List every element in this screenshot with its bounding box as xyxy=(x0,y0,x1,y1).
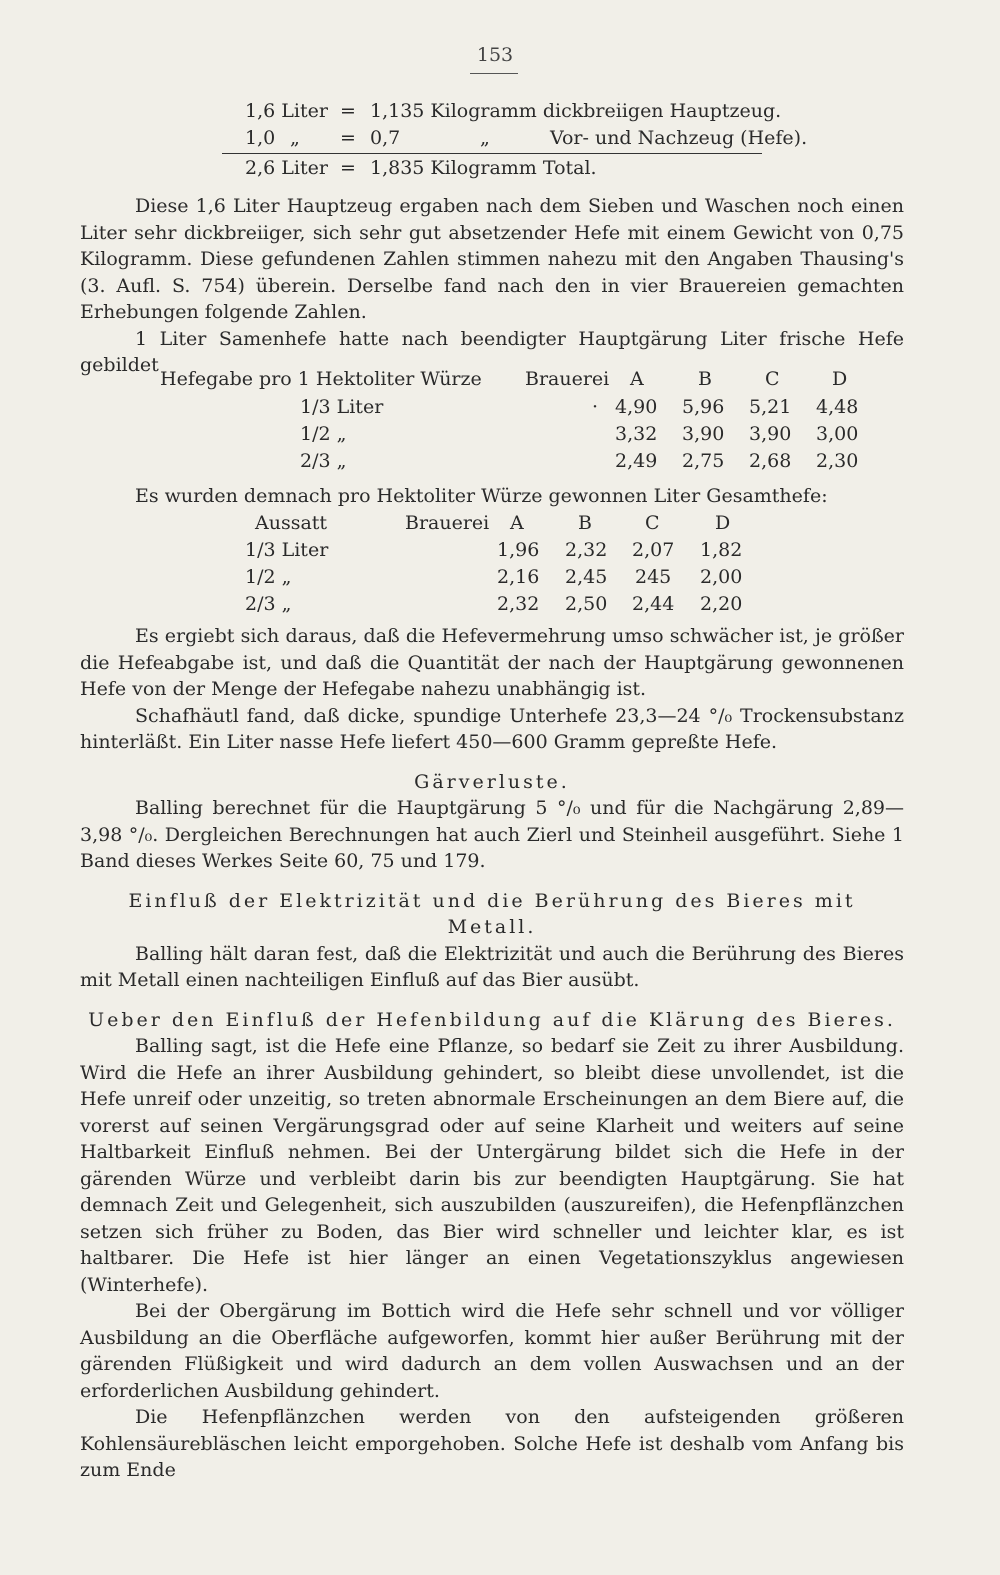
paragraph: 1 Liter Samenhefe hatte nach beendigter Hauptgärung Liter frische Hefe gebildet xyxy=(80,327,904,376)
eq-rhs: 1,135 Kilogramm dickbreiigen Hauptzeug. xyxy=(370,100,782,122)
eq-ditto: „ xyxy=(290,127,300,149)
table-header-cell: A xyxy=(630,368,644,390)
sum-rule xyxy=(222,153,762,154)
table-header-cell: D xyxy=(832,368,848,390)
table-header-cell: D xyxy=(715,512,731,534)
table-header-cell: Brauerei xyxy=(525,368,610,390)
text-block-3 xyxy=(80,623,904,1484)
table-cell: · xyxy=(592,396,599,418)
table-cell: 5,21 xyxy=(749,396,792,418)
table-header xyxy=(160,368,880,394)
paragraph: Diese 1,6 Liter Hauptzeug ergaben nach dem Sieben und Waschen noch einen Liter sehr dickbreiiger, sich sehr gut absetzender Hefe mit einem Gewicht von 0,75 Kilogramm. Diese gefundenen Zahlen stimmen nahezu mit den Angaben Thausing's (3. Aufl. S. 754) überein. Derselbe fand nach den in vier Brauereien gemachten Erhebungen folgende Zahlen. xyxy=(80,195,904,323)
eq-sign: = xyxy=(340,157,356,179)
table-header-cell: Aussatt xyxy=(255,512,328,534)
page-number-rule xyxy=(470,73,518,74)
table-cell: 1/2 „ xyxy=(300,423,347,445)
table-row xyxy=(160,396,880,422)
table-cell: 2/3 „ xyxy=(245,593,292,615)
table-cell: 3,90 xyxy=(682,423,725,445)
table-cell: 1,82 xyxy=(700,539,743,561)
table-cell: 2,32 xyxy=(565,539,608,561)
yield-table-2 xyxy=(245,512,765,622)
table-cell: 1/2 „ xyxy=(245,566,292,588)
table-cell: 3,90 xyxy=(749,423,792,445)
eq-ditto: „ xyxy=(480,127,490,149)
paragraph: Die Hefenpflänzchen werden von den aufsteigenden größeren Kohlensäurebläschen leicht emporgehoben. Solche Hefe ist deshalb vom Anfang bis zum Ende xyxy=(80,1406,904,1481)
table-header-cell: C xyxy=(645,512,660,534)
table-cell: 1/3 Liter xyxy=(300,396,384,418)
table-cell: 2/3 „ xyxy=(300,450,347,472)
paragraph: Balling sagt, ist die Hefe eine Pflanze, so bedarf sie Zeit zu ihrer Ausbildung. Wird die Hefe an ihrer Ausbildung gehindert, so bleibt diese unvollendet, ist die Hefe unreif oder unzeitig, so treten abnormale Erscheinungen an dem Biere auf, die vorerst auf seinen Vergärungsgrad oder auf seine Klarheit und weiters auf seine Haltbarkeit Einfluß nehmen. Bei der Untergärung bildet sich die Hefe in der gärenden Würze und verbleibt darin bis zur beendigten Hauptgärung. Sie hat demnach Zeit und Gelegenheit, sich auszubilden (auszureifen), die Hefenpflänzchen setzen sich früher zu Boden, das Bier wird schneller und leichter klar, es ist haltbarer. Die Hefe ist hier länger an einen Vegetationszyklus angewiesen (Winterhefe). xyxy=(80,1035,904,1296)
eq-lhs: 1,0 xyxy=(245,127,276,149)
eq-rhs: 1,835 Kilogramm Total. xyxy=(370,157,597,179)
table-cell: 2,07 xyxy=(632,539,675,561)
table-header-cell: A xyxy=(510,512,524,534)
eq-sign: = xyxy=(340,127,356,149)
table-row xyxy=(160,450,880,476)
table-cell: 2,50 xyxy=(565,593,608,615)
paragraph: Schafhäutl fand, daß dicke, spundige Unterhefe 23,3—24 °/₀ Trockensubstanz hinterläßt. Ein Liter nasse Hefe liefert 450—600 Gramm gepreßte Hefe. xyxy=(80,704,904,753)
table-header-cell: Hefegabe pro 1 Hektoliter Würze xyxy=(160,368,482,390)
paragraph: Es ergiebt sich daraus, daß die Hefevermehrung umso schwächer ist, je größer die Hefeabgabe ist, und daß die Quantität der nach der Hauptgärung gewonnenen Hefe von der Menge der Hefegabe nahezu unabhängig ist. xyxy=(80,625,904,700)
eq-rest: Vor- und Nachzeug (Hefe). xyxy=(550,127,808,149)
table-cell: 1/3 Liter xyxy=(245,539,329,561)
table-row xyxy=(160,423,880,449)
eq-lhs: 1,6 Liter xyxy=(245,100,328,122)
yield-table-1 xyxy=(160,368,880,478)
eq-sign: = xyxy=(340,100,356,122)
table-cell: 2,32 xyxy=(497,593,540,615)
table-cell: 2,16 xyxy=(497,566,540,588)
table-cell: 2,30 xyxy=(816,450,859,472)
table-header-cell: B xyxy=(698,368,712,390)
table-row xyxy=(245,566,765,592)
table-cell: 2,75 xyxy=(682,450,725,472)
section-heading: Ueber den Einfluß der Hefenbildung auf die Klärung des Bieres. xyxy=(88,1008,896,1031)
table-cell: 2,49 xyxy=(615,450,658,472)
table-header xyxy=(245,512,765,538)
paragraph: Balling berechnet für die Hauptgärung 5 °/₀ und für die Nachgärung 2,89—3,98 °/₀. Dergleichen Berechnungen hat auch Zierl und Steinheil ausgeführt. Siehe 1 Band dieses Werkes Seite 60, 75 und 179. xyxy=(80,797,904,872)
eq-lhs: 2,6 Liter xyxy=(245,157,328,179)
table-header-cell: Brauerei xyxy=(405,512,490,534)
text-block-1 xyxy=(80,193,904,379)
table-cell: 2,44 xyxy=(632,593,675,615)
paragraph: Bei der Obergärung im Bottich wird die Hefe sehr schnell und vor völliger Ausbildung an die Oberfläche aufgeworfen, kommt hier außer Berührung mit der gärenden Flüßigkeit und wird dadurch an dem vollen Auswachsen und an der erforderlichen Ausbildung gehindert. xyxy=(80,1300,904,1402)
table-header-cell: C xyxy=(765,368,780,390)
table-row xyxy=(245,539,765,565)
table-cell: 2,20 xyxy=(700,593,743,615)
table-cell: 5,96 xyxy=(682,396,725,418)
table-cell: 245 xyxy=(635,566,672,588)
paragraph: Balling hält daran fest, daß die Elektrizität und auch die Berührung des Bieres mit Metall einen nachteiligen Einfluß auf das Bier ausübt. xyxy=(80,942,904,991)
table-cell: 4,90 xyxy=(615,396,658,418)
table-cell: 2,68 xyxy=(749,450,792,472)
section-heading: Gärverluste. xyxy=(414,770,570,793)
page-number: 153 xyxy=(476,44,514,66)
table-cell: 2,45 xyxy=(565,566,608,588)
eq-rhs: 0,7 xyxy=(370,127,401,149)
table-cell: 1,96 xyxy=(497,539,540,561)
table-header-cell: B xyxy=(578,512,592,534)
paragraph: Es wurden demnach pro Hektoliter Würze gewonnen Liter Gesamthefe: xyxy=(135,485,828,507)
table-row xyxy=(245,593,765,619)
table-cell: 3,00 xyxy=(816,423,859,445)
table-cell: 4,48 xyxy=(816,396,859,418)
table-cell: 2,00 xyxy=(700,566,743,588)
section-heading: Einfluß der Elektrizität und die Berührung des Bieres mit Metall. xyxy=(128,889,856,938)
table-cell: 3,32 xyxy=(615,423,658,445)
text-block-2 xyxy=(80,483,904,510)
